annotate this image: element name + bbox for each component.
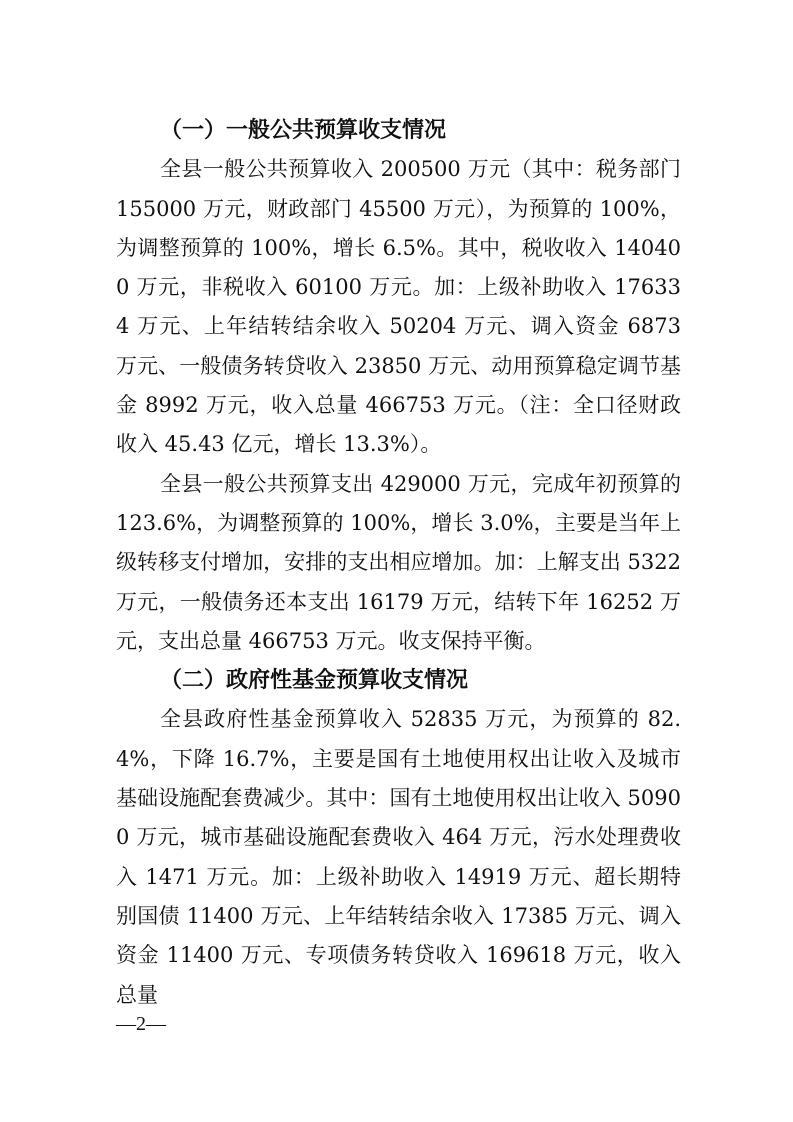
paragraph-general-budget-expenditure: 全县一般公共预算支出 429000 万元，完成年初预算的 123.6%，为调整预算的 100%，增长 3.0%，主要是当年上级转移支付增加，安排的支出相应增加。加：上解支出 5322 万元，一般债务还本支出 16179 万元，结转下年 16252 万元，支出总量 466753 万元。收支保持平衡。	[116, 471, 681, 653]
section-heading-general-budget: （一）一般公共预算收支情况	[160, 117, 447, 143]
paragraph-government-fund-revenue: 全县政府性基金预算收入 52835 万元，为预算的 82.4%，下降 16.7%，主要是国有土地使用权出让收入及城市基础设施配套费减少。其中：国有土地使用权出让收入 50900 万元，城市基础设施配套费收入 464 万元，污水处理费收入 1471 万元。加：上级补助收入 14919 万元、超长期特别国债 11400 万元、上年结转结余收入 17385 万元、调入资金 11400 万元、专项债务转贷收入 169618 万元，收入总量	[116, 707, 681, 1007]
document-body	[116, 111, 681, 1015]
paragraph-general-budget-revenue: 全县一般公共预算收入 200500 万元（其中：税务部门 155000 万元，财政部门 45500 万元），为预算的 100%，为调整预算的 100%，增长 6.5%。其中，税收收入 140400 万元，非税收入 60100 万元。加：上级补助收入 176334 万元、上年结转结余收入 50204 万元、调入资金 6873 万元、一般债务转贷收入 23850 万元、动用预算稳定调节基金 8992 万元，收入总量 466753 万元。（注：全口径财政收入 45.43 亿元，增长 13.3%）。	[116, 157, 681, 457]
section-heading-government-fund-budget: （二）政府性基金预算收支情况	[160, 667, 469, 694]
page-number: —2—	[116, 1013, 166, 1035]
